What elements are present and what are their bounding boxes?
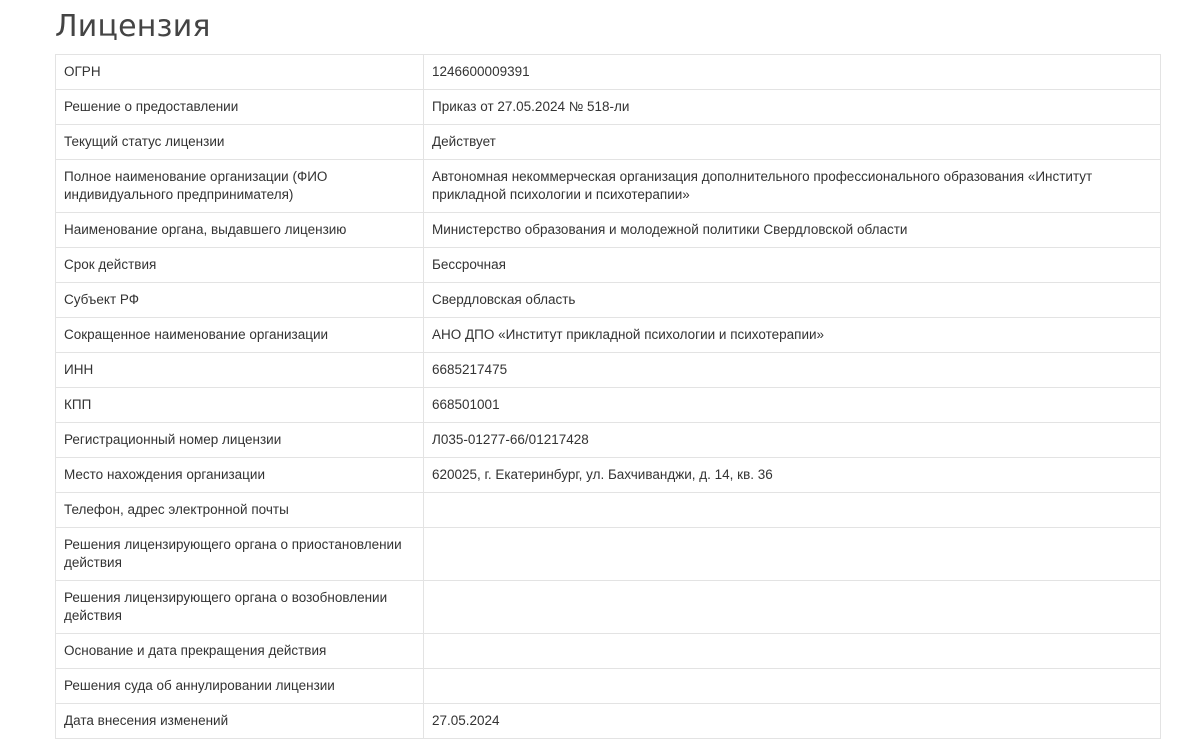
- table-row-termination: [56, 634, 1161, 669]
- row-value: Свердловская область: [424, 283, 1161, 318]
- row-label: Решения лицензирующего органа о приостановлении действия: [56, 528, 424, 581]
- table-row-short-name: [56, 318, 1161, 353]
- row-value: Бессрочная: [424, 248, 1161, 283]
- row-label: Срок действия: [56, 248, 424, 283]
- row-label: Решения лицензирующего органа о возобновлении действия: [56, 581, 424, 634]
- table-row-issuing-authority: [56, 213, 1161, 248]
- row-value: 1246600009391: [424, 55, 1161, 90]
- page-title: Лицензия: [55, 9, 211, 44]
- row-value: Действует: [424, 125, 1161, 160]
- table-row-decision: [56, 90, 1161, 125]
- row-label: ИНН: [56, 353, 424, 388]
- table-row-inn: [56, 353, 1161, 388]
- table-row-contacts: [56, 493, 1161, 528]
- row-label: Решения суда об аннулировании лицензии: [56, 669, 424, 704]
- row-label: Субъект РФ: [56, 283, 424, 318]
- table-row-validity: [56, 248, 1161, 283]
- table-row-suspension: [56, 528, 1161, 581]
- table-row-resumption: [56, 581, 1161, 634]
- table-row-kpp: [56, 388, 1161, 423]
- row-value: 6685217475: [424, 353, 1161, 388]
- row-label: КПП: [56, 388, 424, 423]
- row-label: ОГРН: [56, 55, 424, 90]
- row-label: Наименование органа, выдавшего лицензию: [56, 213, 424, 248]
- row-value: Приказ от 27.05.2024 № 518-ли: [424, 90, 1161, 125]
- table-row-address: [56, 458, 1161, 493]
- row-value: Министерство образования и молодежной политики Свердловской области: [424, 213, 1161, 248]
- table-row-court-annulment: [56, 669, 1161, 704]
- row-label: Текущий статус лицензии: [56, 125, 424, 160]
- table-row-status: [56, 125, 1161, 160]
- license-details-table: [55, 54, 1161, 739]
- table-row-reg-number: [56, 423, 1161, 458]
- row-value: [424, 634, 1161, 669]
- row-value: АНО ДПО «Институт прикладной психологии и психотерапии»: [424, 318, 1161, 353]
- table-row-region: [56, 283, 1161, 318]
- table-row-ogrn: [56, 55, 1161, 90]
- row-value: Л035-01277-66/01217428: [424, 423, 1161, 458]
- row-value: 27.05.2024: [424, 704, 1161, 739]
- row-value: Автономная некоммерческая организация дополнительного профессионального образования «Институт прикладной психологии и психотерапии»: [424, 160, 1161, 213]
- row-value: [424, 493, 1161, 528]
- row-label: Решение о предоставлении: [56, 90, 424, 125]
- row-label: Регистрационный номер лицензии: [56, 423, 424, 458]
- row-value: [424, 669, 1161, 704]
- license-table-body: [56, 55, 1161, 739]
- row-label: Сокращенное наименование организации: [56, 318, 424, 353]
- row-label: Основание и дата прекращения действия: [56, 634, 424, 669]
- row-label: Телефон, адрес электронной почты: [56, 493, 424, 528]
- row-value: [424, 528, 1161, 581]
- row-value: 620025, г. Екатеринбург, ул. Бахчиванджи, д. 14, кв. 36: [424, 458, 1161, 493]
- table-row-full-name: [56, 160, 1161, 213]
- table-row-change-date: [56, 704, 1161, 739]
- row-value: [424, 581, 1161, 634]
- row-label: Дата внесения изменений: [56, 704, 424, 739]
- row-value: 668501001: [424, 388, 1161, 423]
- row-label: Полное наименование организации (ФИО индивидуального предпринимателя): [56, 160, 424, 213]
- row-label: Место нахождения организации: [56, 458, 424, 493]
